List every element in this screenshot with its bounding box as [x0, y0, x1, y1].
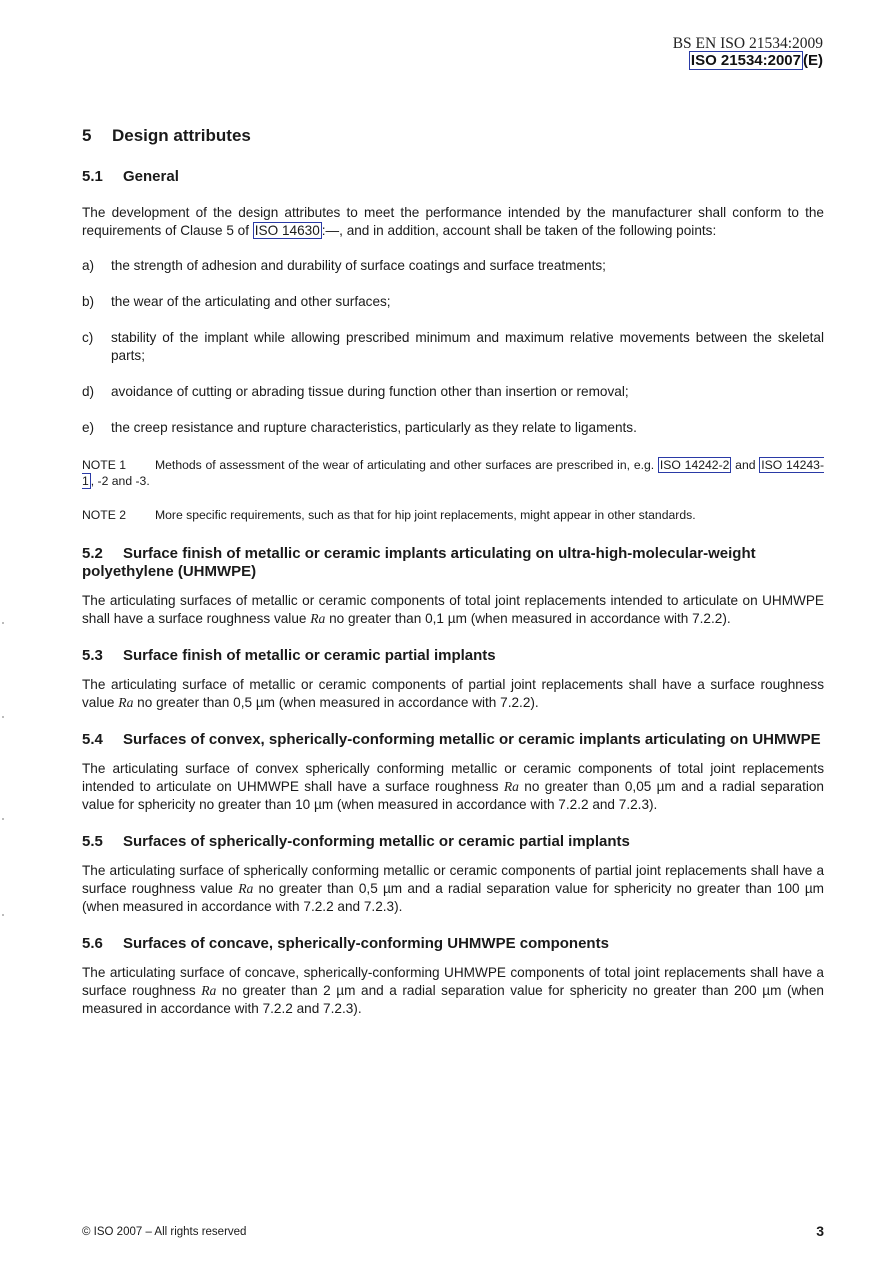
list-item — [82, 257, 824, 275]
section-title: Surface finish of metallic or ceramic partial implants — [123, 647, 496, 664]
paragraph-text: no greater than 0,05 µm and a radial separation value for sphericity no greater than 10 µm (when measured in accordance with 7.2.2 and 7.2.3). — [82, 779, 824, 812]
page-number: 3 — [816, 1223, 824, 1239]
section-5-2-paragraph — [82, 592, 824, 628]
list-text: the creep resistance and rupture characteristics, particularly as they relate to ligaments. — [111, 420, 637, 435]
note-label: NOTE 2 — [82, 508, 127, 522]
section-title: Surfaces of spherically-conforming metallic or ceramic partial implants — [123, 833, 630, 850]
section-5-1-heading — [82, 168, 824, 186]
paragraph-text: The articulating surface of metallic or ceramic components of partial joint replacements shall have a surface roughness value — [82, 677, 824, 710]
scan-edge-mark — [2, 818, 4, 820]
paragraph-text: no greater than 0,5 µm (when measured in accordance with 7.2.2). — [133, 695, 539, 710]
ra-symbol: Ra — [310, 611, 326, 626]
section-number: 5.4 — [82, 731, 103, 748]
section-title: General — [123, 168, 179, 185]
list-text: stability of the implant while allowing prescribed minimum and maximum relative movements between the skeletal parts; — [111, 330, 824, 363]
paragraph-text: The articulating surface of concave, spherically-conforming UHMWPE components of total joint replacements shall have a surface roughness — [82, 965, 824, 998]
copyright-notice: © ISO 2007 – All rights reserved — [82, 1226, 247, 1238]
iso-14630-link[interactable]: ISO 14630 — [254, 223, 320, 238]
iso-14242-2-link[interactable]: ISO 14242-2 — [659, 458, 730, 472]
paragraph-text: The development of the design attributes to meet the performance intended by the manufacturer shall conform to the requirements of Clause 5 of — [82, 205, 824, 238]
section-5-2-heading — [82, 545, 824, 581]
ra-symbol: Ra — [503, 779, 519, 794]
header-edition-suffix: (E) — [803, 52, 823, 69]
paragraph-text: The articulating surfaces of metallic or ceramic components of total joint replacements intended to articulate on UHMWPE shall have a surface roughness value — [82, 593, 824, 626]
scan-edge-mark — [2, 914, 4, 916]
list-label: d) — [82, 384, 95, 399]
paragraph-text: no greater than 2 µm and a radial separation value for sphericity no greater than 200 µm (when measured in accordance with 7.2.2 and 7.2.3). — [82, 983, 824, 1016]
section-5-4-heading — [82, 731, 824, 749]
list-label: b) — [82, 294, 95, 309]
section-number: 5.6 — [82, 935, 103, 952]
paragraph-text: The articulating surface of convex spherically conforming metallic or ceramic components of total joint replacements intended to articulate on UHMWPE shall have a surface roughness — [82, 761, 824, 794]
list-item — [82, 383, 824, 401]
note-text: , -2 and -3. — [90, 474, 150, 488]
section-5-3-paragraph — [82, 676, 824, 712]
list-label: a) — [82, 258, 95, 273]
section-number: 5.2 — [82, 545, 103, 562]
section-number: 5 — [82, 126, 92, 145]
section-5-1-paragraph — [82, 204, 824, 240]
scan-edge-mark — [2, 622, 4, 624]
section-title: Surfaces of concave, spherically-conforming UHMWPE components — [123, 935, 609, 952]
list-label: e) — [82, 420, 95, 435]
header-bs-en-reference: BS EN ISO 21534:2009 — [672, 35, 823, 52]
header-iso-reference — [673, 52, 823, 69]
list-label: c) — [82, 330, 94, 345]
ra-symbol: Ra — [238, 881, 254, 896]
iso-21534-link[interactable]: ISO 21534:2007 — [690, 52, 801, 69]
note-1 — [82, 457, 824, 489]
section-5-5-paragraph — [82, 862, 824, 916]
ra-symbol: Ra — [201, 983, 217, 998]
list-text: avoidance of cutting or abrading tissue during function other than insertion or removal; — [111, 384, 629, 399]
section-5-4-paragraph — [82, 760, 824, 814]
section-number: 5.5 — [82, 833, 103, 850]
note-text: Methods of assessment of the wear of articulating and other surfaces are prescribed in, e.g. — [155, 458, 658, 472]
section-title: Design attributes — [112, 126, 251, 145]
scan-edge-mark — [2, 716, 4, 718]
document-body — [82, 125, 824, 1018]
note-2 — [82, 507, 824, 523]
list-text: the strength of adhesion and durability of surface coatings and surface treatments; — [111, 258, 606, 273]
section-5-6-heading — [82, 935, 824, 953]
ra-symbol: Ra — [118, 695, 134, 710]
paragraph-text: no greater than 0,5 µm and a radial separation value for sphericity no greater than 100 µm (when measured in accordance with 7.2.2 and 7.2.3). — [82, 881, 824, 914]
iso-14243-1-link[interactable]: ISO 14243-1 — [82, 458, 825, 488]
note-text: More specific requirements, such as that for hip joint replacements, might appear in other standards. — [155, 508, 696, 522]
section-number: 5.3 — [82, 647, 103, 664]
section-5-heading — [82, 125, 824, 147]
section-title: Surface finish of metallic or ceramic implants articulating on ultra-high-molecular-weight polyethylene (UHMWPE) — [82, 545, 756, 580]
section-5-5-heading — [82, 833, 824, 851]
paragraph-text: The articulating surface of spherically conforming metallic or ceramic components of partial joint replacements shall have a surface roughness value — [82, 863, 824, 896]
section-title: Surfaces of convex, spherically-conforming metallic or ceramic implants articulating on UHMWPE — [123, 731, 821, 748]
section-5-3-heading — [82, 647, 824, 665]
page-header — [673, 35, 823, 69]
list-item — [82, 293, 824, 311]
paragraph-text: no greater than 0,1 µm (when measured in accordance with 7.2.2). — [325, 611, 731, 626]
list-text: the wear of the articulating and other surfaces; — [111, 294, 391, 309]
list-item — [82, 329, 824, 365]
paragraph-text: :—, and in addition, account shall be taken of the following points: — [321, 223, 717, 238]
note-label: NOTE 1 — [82, 458, 127, 472]
note-text: and — [731, 458, 760, 472]
list-item — [82, 419, 824, 437]
section-5-6-paragraph — [82, 964, 824, 1018]
section-number: 5.1 — [82, 168, 103, 185]
